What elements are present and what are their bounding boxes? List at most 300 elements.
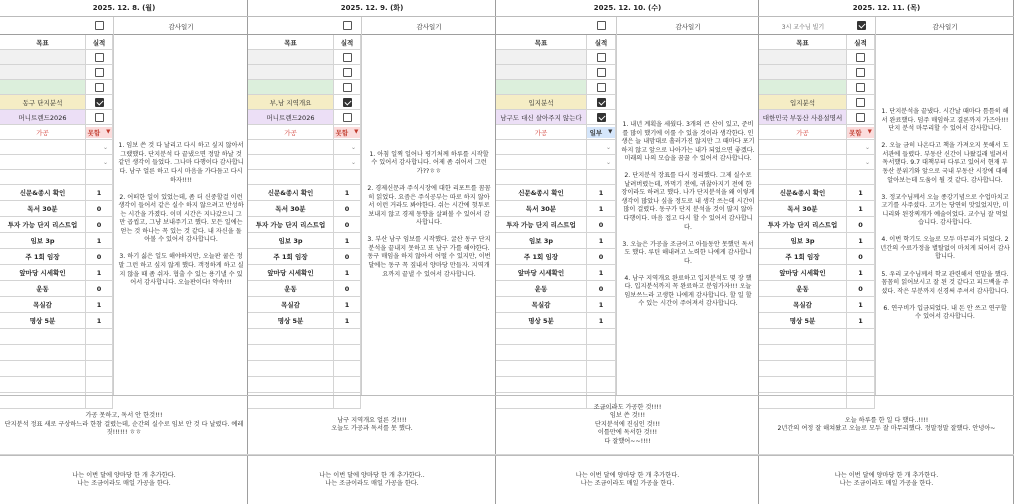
memo-text: 가공 못하고, 독서 안 한것!!! 단지분석 정표 새로 구상하느라 한참 걸렸는데, 순간의 실수로 임보 안 것 다 날렸다. 예레짓!!!!!! ㅎㅎ [0,395,248,455]
chevron-down-icon: ⌄ [102,143,108,151]
done-checkbox[interactable] [343,98,352,107]
memo-text: 오늘 하루를 한 일 다 했다..!!!! 2년간의 여정 잘 해쳐왔고 오늘로 모두 잘 마무리했다. 정말정말 잘했다. 안녕아~ [759,395,1014,455]
habit-row [0,313,113,329]
habit-row [0,201,113,217]
done-checkbox[interactable] [597,83,606,92]
blank-cell [86,345,113,360]
empty-row [496,170,616,185]
goal-row [0,80,113,95]
empty-goal-cell[interactable] [248,140,334,154]
habit-value[interactable]: 1 [587,297,616,312]
chevron-down-icon: ⌄ [350,143,356,151]
habit-row [759,249,875,265]
habit-name: 투자 가능 단지 리스트업 [759,217,847,232]
blank-row [759,345,875,361]
empty-goal-cell[interactable] [496,155,587,169]
date-header: 2025. 12. 11. (목) [759,0,1014,17]
habit-row [0,217,113,233]
done-cell [587,50,616,64]
emotion-label: 가공 [0,125,86,139]
emotion-dropdown[interactable] [847,127,875,138]
goal-row [759,95,875,110]
empty-dropdown-cell[interactable] [587,140,616,154]
chevron-down-icon: ⌄ [605,143,611,151]
habit-name: 투자 가능 단지 리스트업 [0,217,86,232]
habit-value[interactable]: 1 [847,233,875,248]
day-checkbox[interactable] [857,21,866,30]
empty-dropdown-cell[interactable] [334,155,361,169]
done-cell [587,80,616,94]
day-checkbox[interactable] [343,21,352,30]
emotion-row [496,125,616,140]
habit-value[interactable]: 1 [334,313,361,328]
done-cell [587,110,616,124]
habit-value[interactable]: 0 [334,281,361,296]
habit-value[interactable]: 1 [847,265,875,280]
goal-row [248,50,361,65]
goal-cell[interactable]: 동구 단지분석 [0,95,86,109]
habit-name: 독서 30분 [0,201,86,216]
habit-value[interactable]: 1 [86,233,113,248]
date-header: 2025. 12. 8. (월) [0,0,248,17]
empty-row [759,170,875,185]
emotion-label: 가공 [248,125,334,139]
day-column [759,0,1014,504]
done-checkbox[interactable] [95,53,104,62]
habit-row [248,249,361,265]
empty-row [248,170,361,185]
blank-cell [847,329,875,344]
done-checkbox[interactable] [856,53,865,62]
column-done-header: 실적 [334,35,361,49]
goal-row [248,65,361,80]
habit-name: 신문&종시 확인 [0,185,86,200]
done-cell [86,80,113,94]
habit-value[interactable]: 1 [334,265,361,280]
empty-dropdown-cell[interactable] [334,140,361,154]
affirmation-text: 나는 이번 달에 양마당 한 개 추가한다. 나는 조금이라도 매일 가공을 한다. [759,455,1014,504]
habit-value[interactable]: 0 [86,249,113,264]
empty-goal-cell[interactable] [759,140,847,154]
goal-cell[interactable] [759,65,847,79]
done-checkbox[interactable] [597,53,606,62]
blank-cell [248,329,334,344]
done-cell [334,95,361,109]
column-header-row [759,35,875,50]
habit-value[interactable]: 1 [86,297,113,312]
emotion-value: 못함 [335,128,349,137]
empty-goal-cell[interactable] [0,155,86,169]
habit-name: 명상 5분 [248,313,334,328]
goal-cell[interactable] [759,80,847,94]
habit-row [248,201,361,217]
goal-cell[interactable]: 입지분석 [759,95,847,109]
chevron-down-icon: ⌄ [864,158,870,166]
habit-name: 주 1회 임장 [759,249,847,264]
empty-dropdown-cell[interactable] [334,170,361,184]
habit-row [248,313,361,329]
habit-row [496,217,616,233]
blank-row [496,361,616,377]
habit-value[interactable]: 0 [847,281,875,296]
habit-value[interactable]: 1 [334,185,361,200]
header-note[interactable]: 3시 교수님 빌기 [781,23,825,31]
done-cell [334,110,361,124]
blank-cell [248,361,334,376]
habit-row [248,217,361,233]
habit-name: 앞마당 시세확인 [0,265,86,280]
habit-name: 신문&종시 확인 [759,185,847,200]
goal-cell[interactable] [759,50,847,64]
empty-dropdown-cell[interactable] [86,155,113,169]
habit-row [496,185,616,201]
blank-cell [847,361,875,376]
emotion-label: 가공 [496,125,587,139]
habit-row [759,265,875,281]
day-column [248,0,496,504]
habit-name: 신문&종시 확인 [248,185,334,200]
header-note[interactable] [248,17,334,35]
blank-cell [334,361,361,376]
goal-row [248,110,361,125]
done-checkbox[interactable] [95,98,104,107]
thanks-text [616,35,759,395]
thanks-text [875,35,1014,395]
empty-dropdown-cell[interactable] [86,170,113,184]
blank-cell [86,361,113,376]
habit-value[interactable]: 0 [847,217,875,232]
blank-cell [759,377,847,392]
empty-goal-cell[interactable] [0,140,86,154]
column-header-row [248,35,361,50]
done-cell [86,50,113,64]
done-cell [86,110,113,124]
empty-goal-cell[interactable] [0,170,86,184]
day-checkbox[interactable] [597,21,606,30]
empty-goal-cell[interactable] [248,170,334,184]
done-checkbox[interactable] [597,98,606,107]
empty-dropdown-cell[interactable] [847,170,875,184]
habit-value[interactable]: 1 [587,185,616,200]
emotion-label: 가공 [759,125,847,139]
thanks-label: 감사일기 [361,17,496,35]
empty-dropdown-cell[interactable] [86,140,113,154]
day-checkbox[interactable] [95,21,104,30]
done-checkbox[interactable] [856,113,865,122]
emotion-cell [334,125,361,139]
habit-name: 운동 [0,281,86,296]
goal-row [496,50,616,65]
empty-goal-cell[interactable] [759,170,847,184]
affirmation-text: 나는 이번 달에 양마당 한 개 추가한다. 나는 조금이라도 매일 가공을 한다. [0,455,248,504]
done-checkbox[interactable] [95,113,104,122]
header-note[interactable] [0,17,86,35]
habit-value[interactable]: 0 [86,217,113,232]
habit-value[interactable]: 0 [587,281,616,296]
habit-row [0,297,113,313]
habit-name: 독서 30분 [759,201,847,216]
goal-row [759,50,875,65]
column-done-header: 실적 [587,35,616,49]
empty-dropdown-cell[interactable] [587,170,616,184]
empty-row [496,140,616,155]
done-cell [847,95,875,109]
blank-row [759,329,875,345]
blank-cell [0,361,86,376]
header-strip [248,17,496,35]
done-checkbox[interactable] [597,68,606,77]
habit-value[interactable]: 0 [587,249,616,264]
goal-cell[interactable] [496,65,587,79]
habit-row [248,297,361,313]
habit-value[interactable]: 1 [847,297,875,312]
header-note[interactable] [496,17,587,35]
done-checkbox[interactable] [856,83,865,92]
habit-name: 운동 [248,281,334,296]
habit-value[interactable]: 1 [587,313,616,328]
goal-cell[interactable]: 입지분석 [496,95,587,109]
habit-name: 운동 [759,281,847,296]
blank-cell [248,345,334,360]
blank-row [496,345,616,361]
chevron-down-icon: ▼ [354,129,359,135]
habit-row [248,185,361,201]
habit-name: 임보 3p [759,233,847,248]
habit-value[interactable]: 0 [86,281,113,296]
blank-cell [496,361,587,376]
thanks-text-content: 1. 단지분석을 끝냈다. 시간날 때마다 틈틈히 해서 완료했다. 덤주 매임하고 결론까지 가즈아!!! 단지 분석 마무리할 수 있어서 감사합니다. 2. 오늘 금히 나온다고 책을 가져오지 못해서 도서관에 들렸다. 부동산 신간이 나왔길래 빌려서 독서했다. 9.7 대책부터 다루고 있어서 현재 부동산 분위기와 앞으로 국내 부동산 시장에 대해 알아보는데 도움이 될 것 같다. 감사합니다. 3. 정교수님께서 오늘 종강기념으로 수업마치고 고기를 사주셨다. 고기는 당연히 맛있었지만, 미니리와 된장찌개가 예술이었다. 교수님 잘 먹었습니다. 감사합니다. 4. 이번 학기도 오늘로 모두 마무리가 되었다. 2년간의 수료가정을 별탈없이 마치게 되어서 감사합니다. 5. 우리 교수님께서 학교 관련해서 연말을 했다. 꼼꼼히 읽어보시고 잘 된 것 같다고 피드백을 주셨다. 작은 부분까지 신경써 주셔서 감사합니다. 6. 연구비가 입금되었다. 내 돈 안 쓰고 연구할 수 있어서 감사합니다. [880,108,1010,321]
done-checkbox[interactable] [343,113,352,122]
goal-row [759,80,875,95]
goal-row [759,110,875,125]
goal-row [248,95,361,110]
habit-row [759,201,875,217]
blank-cell [496,377,587,392]
header-strip [759,17,1014,35]
done-checkbox[interactable] [856,98,865,107]
done-cell [86,95,113,109]
blank-cell [248,377,334,392]
date-header: 2025. 12. 10. (수) [496,0,759,17]
blank-cell [759,329,847,344]
blank-cell [587,329,616,344]
thanks-text-content: 1. 내년 계획을 세웠다. 3개의 큰 산이 있고, 준비를 많이 했기에 이룰 수 있을 것이라 생각한다. 인생은 늘 내맘대로 흘러가진 않지만 그 때마다 포기하지 않고 앞으로 나아가는 내가 되었으면 좋겠다. 미래의 나의 모습을 꿈꿀 수 있어서 감사합니다. 2. 단지분석 장표를 다시 정리했다. 그제 실수로 날려버렸는데, 까먹기 전에, 귀찮아지기 전에 한 장이라도 하려고 했다. 나가 단지분석을 왜 이렇게 생각이 많았나 싶을 정도로 내 생각 쓰는데 시간이 많이 걸렸다. 동구가 단지 분석을 것이 많지 않아 다행이다. 마음 접고 다시 할 수 있어서 감사합니다. 3. 오늘은 가공을 조금이고 아들동안 못했던 독서도 했다. 루틴 해내려고 노력한 나에게 감사합니다. 4. 남구 지역개요 완료하고 입지분석도 몇 장 했다. 입지분석까지 꼭 완료하고 분임가자!!! 오늘 임보쓰느라 고생한 나에게 감사합니다. 할 일 할 수 있는 시간이 주어져서 감사합니다. [621,120,755,308]
habit-name: 앞마당 시세확인 [496,265,587,280]
goal-cell[interactable] [248,65,334,79]
column-goal-header: 목표 [496,35,587,49]
done-cell [847,80,875,94]
habit-value[interactable]: 0 [334,249,361,264]
habit-value[interactable]: 1 [587,201,616,216]
memo-text: 남구 지역개요 얼른 것!!!! 오늘도 가공과 독서를 못 했다. [248,395,496,455]
done-cell [86,65,113,79]
empty-row [496,155,616,170]
goal-row [759,65,875,80]
blank-cell [496,345,587,360]
habit-name: 주 1회 임장 [0,249,86,264]
goal-cell[interactable]: 머니트렌드2026 [248,110,334,124]
goal-row [0,50,113,65]
goal-row [496,65,616,80]
habit-row [496,313,616,329]
goal-cell[interactable]: 남구도 대신 살아주지 않는다 [496,110,587,124]
done-checkbox[interactable] [597,113,606,122]
habit-row [248,233,361,249]
habit-name: 독서 30분 [496,201,587,216]
blank-cell [334,377,361,392]
emotion-dropdown[interactable] [86,127,113,138]
chevron-down-icon: ⌄ [605,158,611,166]
blank-cell [334,329,361,344]
goal-cell[interactable] [248,80,334,94]
habit-row [759,297,875,313]
empty-dropdown-cell[interactable] [587,155,616,169]
empty-row [248,140,361,155]
blank-row [0,361,113,377]
habit-name: 앞마당 시세확인 [248,265,334,280]
column-done-header: 실적 [86,35,113,49]
habit-row [248,265,361,281]
habit-value[interactable]: 0 [334,217,361,232]
empty-dropdown-cell[interactable] [847,140,875,154]
habit-row [0,249,113,265]
empty-goal-cell[interactable] [248,155,334,169]
chevron-down-icon: ⌄ [864,143,870,151]
blank-row [0,329,113,345]
habit-name: 명상 5분 [0,313,86,328]
column-header-row [496,35,616,50]
habit-value[interactable]: 1 [334,297,361,312]
blank-cell [587,361,616,376]
goal-cell[interactable]: 대한민국 부동산 사용설명서 [759,110,847,124]
habit-row [759,185,875,201]
done-cell [334,65,361,79]
blank-cell [334,345,361,360]
habit-row [496,265,616,281]
done-cell [334,50,361,64]
habit-value[interactable]: 0 [86,201,113,216]
habit-value[interactable]: 0 [847,249,875,264]
emotion-cell [847,125,875,139]
habit-row [496,281,616,297]
goal-cell[interactable] [248,50,334,64]
habit-name: 독서 30분 [248,201,334,216]
done-checkbox[interactable] [95,68,104,77]
blank-row [759,377,875,393]
habit-row [0,281,113,297]
day-column [496,0,759,504]
empty-dropdown-cell[interactable] [847,155,875,169]
goal-row [496,110,616,125]
chevron-down-icon: ▼ [608,129,613,135]
blank-cell [587,377,616,392]
done-cell [847,50,875,64]
column-header-row [0,35,113,50]
goal-cell[interactable] [0,80,86,94]
goal-cell[interactable] [496,80,587,94]
done-checkbox[interactable] [95,83,104,92]
done-checkbox[interactable] [343,68,352,77]
memo-text: 조금이라도 가공한 것!!!! 임보 쓴 것!!! 단지분석에 진심인 것!!! 이틀만에 독서한 것!!! 다 잘했어~~!!!! [496,395,759,455]
habit-name: 목실감 [496,297,587,312]
goal-row [0,95,113,110]
emotion-dropdown[interactable] [334,127,361,138]
habit-row [496,249,616,265]
done-cell [847,110,875,124]
habit-name: 운동 [496,281,587,296]
goal-cell[interactable] [496,50,587,64]
header-strip [0,17,248,35]
blank-cell [86,329,113,344]
goal-cell[interactable]: 부,남 지역개요 [248,95,334,109]
thanks-label: 감사일기 [113,17,248,35]
thanks-text [361,35,496,395]
empty-row [0,170,113,185]
done-checkbox[interactable] [343,83,352,92]
goal-cell[interactable] [0,50,86,64]
done-checkbox[interactable] [343,53,352,62]
done-cell [847,65,875,79]
habit-name: 투자 가능 단지 리스트업 [248,217,334,232]
empty-goal-cell[interactable] [496,170,587,184]
affirmation-text: 나는 이번 달에 양마당 한 개 추가한다. 나는 조금이라도 매일 가공을 한다. [496,455,759,504]
blank-cell [587,345,616,360]
empty-goal-cell[interactable] [759,155,847,169]
blank-row [0,345,113,361]
emotion-row [0,125,113,140]
thanks-label: 감사일기 [616,17,759,35]
blank-row [248,329,361,345]
habit-row [248,281,361,297]
empty-row [759,155,875,170]
emotion-cell [587,125,616,139]
habit-row [496,201,616,217]
goal-cell[interactable] [0,65,86,79]
habit-value[interactable]: 0 [334,201,361,216]
chevron-down-icon: ▼ [867,129,872,135]
habit-value[interactable]: 1 [847,313,875,328]
blank-cell [847,377,875,392]
thanks-label: 감사일기 [875,17,1014,35]
habit-value[interactable]: 1 [334,233,361,248]
habit-value[interactable]: 1 [847,185,875,200]
habit-value[interactable]: 1 [587,265,616,280]
blank-row [248,345,361,361]
empty-row [0,140,113,155]
habit-value[interactable]: 0 [587,217,616,232]
column-goal-header: 목표 [248,35,334,49]
habit-name: 목실감 [248,297,334,312]
habit-name: 명상 5분 [496,313,587,328]
habit-row [0,185,113,201]
empty-goal-cell[interactable] [496,140,587,154]
habit-value[interactable]: 1 [86,265,113,280]
done-checkbox[interactable] [856,68,865,77]
goal-cell[interactable]: 머니트렌드2026 [0,110,86,124]
habit-value[interactable]: 1 [587,233,616,248]
empty-row [759,140,875,155]
done-cell [587,65,616,79]
day-column [0,0,248,504]
thanks-text [113,35,248,395]
chevron-down-icon: ▼ [106,129,111,135]
habit-value[interactable]: 1 [86,313,113,328]
habit-name: 앞마당 시세확인 [759,265,847,280]
emotion-dropdown[interactable] [587,127,616,138]
habit-value[interactable]: 1 [86,185,113,200]
habit-value[interactable]: 1 [847,201,875,216]
blank-cell [759,345,847,360]
